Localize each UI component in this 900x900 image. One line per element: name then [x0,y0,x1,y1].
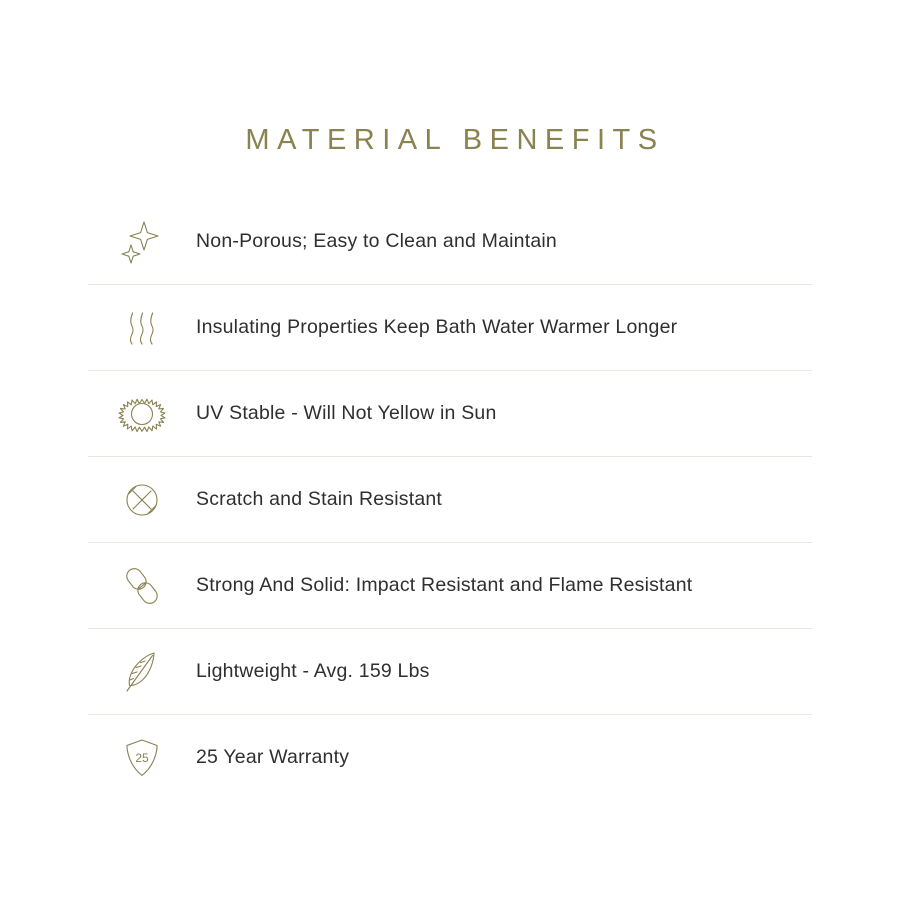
benefit-label: 25 Year Warranty [196,746,350,769]
list-item [88,285,812,371]
list-item [88,371,812,457]
heat-waves-icon [88,300,196,356]
list-item [88,457,812,543]
list-item [88,715,812,801]
benefit-label: Non-Porous; Easy to Clean and Maintain [196,229,557,252]
benefit-label: Lightweight - Avg. 159 Lbs [196,659,430,682]
list-item [88,543,812,629]
sparkle-icon [88,214,196,270]
benefit-label: UV Stable - Will Not Yellow in Sun [196,401,497,424]
list-item [88,629,812,715]
benefit-label: Scratch and Stain Resistant [196,487,443,510]
benefit-label: Strong And Solid: Impact Resistant and Flame Resistant [196,573,693,596]
feather-icon [88,644,196,700]
chain-link-icon [88,558,196,614]
scratch-resistant-icon [88,472,196,528]
warranty-shield-icon [88,730,196,786]
benefits-list [88,199,812,801]
list-item [88,199,812,285]
benefit-label: Insulating Properties Keep Bath Water Warmer Longer [196,315,678,338]
warranty-years-text: 25 [135,751,149,765]
page-title: MATERIAL BENEFITS [245,124,665,156]
sun-icon [88,386,196,442]
